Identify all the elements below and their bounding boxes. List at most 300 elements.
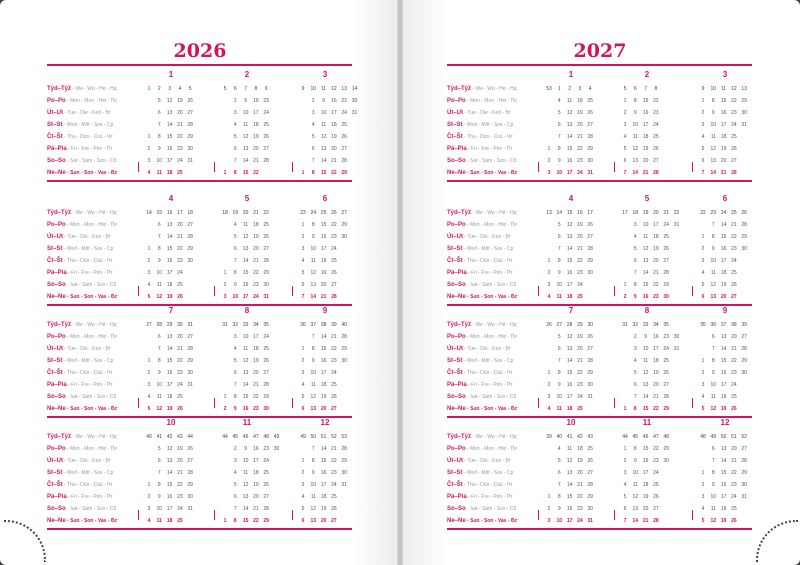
day-cell: 5: [157, 446, 161, 452]
day-cell: 8: [711, 98, 715, 104]
weekday-label: [447, 434, 517, 440]
day-cell: 4: [623, 482, 627, 488]
day-cell: 9: [557, 506, 561, 512]
weekday-label-translations: - Wed - Mitt - Sze - Ср: [462, 122, 514, 128]
week-number: 38: [320, 322, 327, 328]
day-cell: 25: [577, 294, 583, 300]
day-cell: 27: [263, 246, 269, 252]
day-cell: 16: [242, 406, 249, 412]
day-cell: 7: [623, 518, 627, 524]
day-cell: 30: [351, 98, 358, 104]
week-number: 7: [644, 86, 647, 92]
day-cell: 8: [557, 146, 561, 152]
week-number: 39: [741, 322, 747, 328]
day-cell: 21: [331, 334, 337, 340]
day-cell: 31: [587, 394, 593, 400]
day-cell: 22: [253, 170, 259, 176]
day-cell: 27: [331, 406, 337, 412]
month-separator: [138, 286, 139, 296]
day-cell: 17: [331, 110, 337, 116]
week-number: 43: [587, 434, 593, 440]
day-cell: 12: [642, 246, 649, 252]
day-cell: 4: [233, 122, 237, 128]
day-cell: 1: [623, 406, 627, 412]
day-cell: 4: [301, 258, 305, 264]
day-cell: 19: [642, 494, 649, 500]
day-cell: 25: [653, 134, 659, 140]
weekday-label-translations: - Thu - Don - Csü - Чт: [462, 258, 513, 264]
day-cell: 22: [253, 518, 259, 524]
day-cell: 6: [701, 294, 705, 300]
weekday-label-translations: - Mon - Mon - Hét - По: [465, 222, 518, 228]
week-number: 32: [632, 322, 639, 328]
weekday-label: [447, 234, 511, 240]
day-cell: 3: [701, 258, 705, 264]
day-cell: 17: [566, 170, 573, 176]
month-number: 1: [568, 70, 574, 79]
day-cell: 30: [741, 482, 747, 488]
day-cell: 24: [577, 518, 583, 524]
day-cell: 4: [147, 282, 151, 288]
week-number: 36: [710, 322, 717, 328]
week-number: 25: [320, 210, 327, 216]
day-cell: 1: [223, 518, 227, 524]
day-cell: 29: [263, 394, 269, 400]
day-cell: 12: [566, 110, 573, 116]
day-cell: 23: [177, 146, 183, 152]
week-number: 28: [566, 322, 573, 328]
weekday-label-main: Ne–Ne: [47, 518, 66, 524]
day-cell: 20: [653, 258, 659, 264]
day-cell: 16: [566, 158, 573, 164]
week-number: 37: [310, 322, 317, 328]
weekday-label-translations: - Tue - Die - Ked - Вт: [63, 234, 111, 240]
day-cell: 1: [547, 258, 551, 264]
day-cell: 6: [233, 494, 237, 500]
day-cell: 28: [341, 158, 347, 164]
day-cell: 15: [720, 98, 727, 104]
week-number: 42: [166, 434, 173, 440]
day-cell: 29: [341, 222, 347, 228]
day-cell: 21: [177, 122, 183, 128]
day-cell: 30: [741, 110, 747, 116]
day-cell: 31: [587, 518, 593, 524]
month-number: 6: [722, 194, 728, 203]
day-cell: 26: [331, 394, 337, 400]
day-cell: 24: [331, 370, 337, 376]
weekday-label: [447, 322, 517, 328]
day-cell: 17: [253, 110, 259, 116]
day-cell: 5: [701, 518, 705, 524]
day-cell: 11: [156, 282, 162, 288]
day-cell: 20: [177, 334, 183, 340]
day-cell: 3: [623, 470, 627, 476]
month-separator: [138, 162, 139, 172]
weekday-label-main: Út–Ut: [47, 458, 63, 464]
day-cell: 8: [557, 370, 561, 376]
day-cell: 3: [233, 334, 237, 340]
day-cell: 9: [157, 258, 161, 264]
day-cell: 18: [577, 446, 583, 452]
day-cell: 14: [566, 482, 573, 488]
day-cell: 18: [166, 282, 173, 288]
day-cell: 28: [587, 134, 593, 140]
day-cell: 27: [731, 158, 737, 164]
day-cell: 3: [311, 110, 315, 116]
week-number: 16: [577, 210, 583, 216]
week-number: 22: [263, 210, 269, 216]
day-cell: 13: [166, 334, 173, 340]
day-cell: 13: [632, 158, 639, 164]
day-cell: 14: [566, 358, 573, 364]
day-cell: 22: [577, 146, 583, 152]
weekday-label: [47, 210, 117, 216]
day-cell: 13: [242, 370, 249, 376]
day-cell: 4: [147, 170, 151, 176]
week-number: 24: [720, 210, 727, 216]
day-cell: 21: [253, 258, 259, 264]
weekday-label-main: Út–Ut: [447, 110, 463, 116]
day-cell: 10: [320, 110, 327, 116]
day-cell: 6: [711, 446, 715, 452]
week-number: 53: [546, 86, 552, 92]
day-cell: 4: [633, 234, 637, 240]
weekday-label-translations: - Mon - Mon - Hét - По: [465, 334, 518, 340]
day-cell: 31: [741, 494, 747, 500]
day-cell: 20: [731, 446, 737, 452]
week-number: 1: [557, 86, 561, 92]
day-cell: 10: [556, 518, 563, 524]
week-number: 47: [253, 434, 259, 440]
day-cell: 15: [642, 446, 649, 452]
day-cell: 16: [166, 494, 173, 500]
week-number: 40: [341, 322, 347, 328]
day-cell: 29: [187, 482, 193, 488]
day-cell: 8: [557, 494, 561, 500]
day-cell: 18: [166, 518, 173, 524]
day-cell: 7: [557, 246, 561, 252]
week-number: 9: [264, 86, 268, 92]
week-number: 10: [710, 86, 717, 92]
day-cell: 29: [187, 246, 193, 252]
day-cell: 22: [731, 234, 737, 240]
day-cell: 11: [710, 506, 716, 512]
month-separator: [692, 286, 693, 296]
weekday-label-main: Pá–Pia: [47, 494, 67, 500]
week-number: 44: [222, 434, 228, 440]
day-cell: 30: [341, 470, 347, 476]
day-cell: 5: [147, 294, 151, 300]
week-number: 18: [632, 210, 639, 216]
day-cell: 29: [741, 234, 747, 240]
day-cell: 21: [177, 346, 183, 352]
weekday-label-main: Čt–Št: [447, 370, 463, 376]
day-cell: 12: [566, 458, 573, 464]
day-cell: 30: [741, 370, 747, 376]
day-cell: 17: [653, 222, 659, 228]
day-cell: 26: [331, 270, 337, 276]
day-cell: 27: [653, 158, 659, 164]
day-cell: 7: [233, 382, 237, 388]
weekday-label-main: Ne–Ne: [47, 170, 66, 176]
day-cell: 16: [642, 294, 649, 300]
weekday-label: [447, 370, 513, 376]
weekday-label: [47, 506, 116, 512]
day-cell: 5: [633, 246, 637, 252]
day-cell: 18: [653, 358, 659, 364]
weekday-label: [447, 210, 517, 216]
weekday-label-translations: - Fri - Fre - Pén - Пт: [466, 146, 513, 152]
day-cell: 8: [311, 222, 315, 228]
day-cell: 19: [320, 506, 327, 512]
day-cell: 28: [653, 170, 659, 176]
day-cell: 12: [242, 358, 249, 364]
month-separator: [292, 398, 293, 408]
day-cell: 24: [731, 382, 737, 388]
week-number: 52: [741, 434, 747, 440]
weekday-label-main: Po–Po: [47, 446, 66, 452]
week-number: 46: [242, 434, 249, 440]
day-cell: 17: [642, 122, 649, 128]
weekday-label-main: Pá–Pia: [47, 146, 67, 152]
day-cell: 13: [566, 470, 573, 476]
day-cell: 26: [587, 110, 593, 116]
day-cell: 28: [741, 458, 747, 464]
day-cell: 11: [710, 394, 716, 400]
weekday-label: [47, 458, 111, 464]
month-number: 8: [644, 306, 650, 315]
week-number: 50: [310, 434, 317, 440]
week-number: 11: [320, 86, 327, 92]
weekday-label-main: So–So: [47, 394, 66, 400]
week-number: 34: [653, 322, 659, 328]
day-cell: 26: [653, 146, 659, 152]
day-cell: 12: [310, 270, 317, 276]
month-separator: [138, 398, 139, 408]
day-cell: 17: [253, 334, 259, 340]
day-cell: 24: [731, 258, 737, 264]
day-cell: 24: [653, 470, 659, 476]
week-number: 19: [642, 210, 649, 216]
weekday-label-translations: - Sat - Sam - Szo - Сб: [65, 506, 117, 512]
day-cell: 11: [310, 382, 316, 388]
day-cell: 28: [731, 170, 737, 176]
day-cell: 19: [642, 146, 649, 152]
day-cell: 9: [644, 334, 647, 340]
weekday-label-main: Út–Ut: [47, 110, 63, 116]
day-cell: 29: [587, 370, 593, 376]
day-cell: 7: [557, 482, 561, 488]
day-cell: 5: [233, 234, 237, 240]
day-cell: 13: [632, 506, 639, 512]
weekday-label-main: So–So: [47, 506, 66, 512]
weekday-label-main: Po–Po: [447, 98, 466, 104]
day-cell: 17: [166, 506, 173, 512]
week-number: 45: [632, 434, 639, 440]
weekday-label-translations: - Sat - Sam - Szo - Сб: [465, 506, 517, 512]
day-cell: 8: [233, 170, 237, 176]
day-cell: 21: [320, 294, 327, 300]
day-cell: 5: [701, 146, 705, 152]
weekday-label: [447, 346, 511, 352]
day-cell: 29: [663, 446, 669, 452]
day-cell: 21: [253, 158, 259, 164]
weekday-label-translations: - Tue - Die - Ked - Вт: [463, 234, 511, 240]
week-number: 42: [577, 434, 583, 440]
day-cell: 14: [320, 334, 327, 340]
day-cell: 12: [156, 406, 163, 412]
day-cell: 10: [242, 110, 249, 116]
day-cell: 4: [633, 358, 637, 364]
month-number: 11: [242, 418, 252, 427]
day-cell: 25: [331, 382, 337, 388]
day-cell: 20: [577, 234, 583, 240]
month-number: 5: [644, 194, 650, 203]
day-cell: 30: [587, 270, 593, 276]
day-cell: 22: [177, 246, 183, 252]
day-cell: 11: [566, 98, 573, 104]
day-cell: 27: [587, 470, 593, 476]
weekday-label-main: Po–Po: [447, 222, 466, 228]
day-cell: 29: [187, 358, 193, 364]
day-cell: 30: [587, 506, 593, 512]
day-cell: 18: [320, 258, 327, 264]
day-cell: 31: [673, 222, 680, 228]
day-cell: 15: [642, 98, 649, 104]
month-number: 2: [244, 70, 250, 79]
day-cell: 18: [331, 122, 337, 128]
weekday-label: [47, 370, 113, 376]
week-number: 13: [341, 86, 347, 92]
day-cell: 16: [720, 370, 727, 376]
day-cell: 28: [331, 294, 337, 300]
right-page: [400, 0, 800, 565]
day-cell: 29: [741, 470, 747, 476]
weekday-label-translations: - Tue - Die - Ked - Вт: [463, 346, 511, 352]
day-cell: 28: [187, 234, 193, 240]
day-cell: 20: [320, 406, 327, 412]
week-number: 29: [166, 322, 173, 328]
week-number: 35: [663, 322, 669, 328]
day-cell: 28: [263, 382, 269, 388]
weekday-label: [47, 394, 116, 400]
weekday-label-main: So–So: [447, 506, 466, 512]
day-cell: 16: [320, 234, 327, 240]
day-cell: 24: [663, 222, 669, 228]
day-cell: 3: [547, 394, 551, 400]
day-cell: 5: [157, 98, 161, 104]
day-cell: 30: [263, 282, 269, 288]
day-cell: 9: [711, 482, 715, 488]
weekday-label-translations: - We - Wo - Hé - Нд: [471, 86, 517, 92]
day-cell: 23: [331, 470, 337, 476]
day-cell: 31: [673, 346, 680, 352]
day-cell: 5: [233, 482, 237, 488]
day-cell: 11: [642, 358, 649, 364]
week-number: 17: [622, 210, 628, 216]
day-cell: 24: [263, 110, 269, 116]
week-number: 5: [623, 86, 627, 92]
week-number: 14: [146, 210, 152, 216]
day-cell: 7: [557, 358, 561, 364]
day-cell: 6: [301, 406, 305, 412]
day-cell: 13: [166, 110, 173, 116]
day-cell: 27: [331, 518, 337, 524]
weekday-label-translations: - Mon - Mon - Hét - По: [65, 446, 118, 452]
day-cell: 3: [623, 122, 627, 128]
day-cell: 5: [301, 394, 305, 400]
day-cell: 11: [710, 270, 716, 276]
day-cell: 15: [320, 346, 327, 352]
weekday-label-translations: - Thu - Don - Csü - Чт: [462, 370, 513, 376]
day-cell: 26: [653, 494, 659, 500]
weekday-label-main: St–St: [47, 122, 63, 128]
weekday-label: [47, 382, 113, 388]
day-cell: 1: [701, 234, 705, 240]
day-cell: 1: [701, 98, 705, 104]
day-cell: 20: [253, 370, 259, 376]
day-cell: 13: [566, 122, 573, 128]
day-cell: 30: [663, 294, 669, 300]
month-separator: [214, 510, 215, 520]
day-cell: 14: [242, 158, 249, 164]
day-cell: 1: [301, 458, 305, 464]
day-cell: 20: [320, 282, 327, 288]
week-number: 51: [320, 434, 327, 440]
week-number: 9: [301, 86, 305, 92]
weekday-label: [47, 470, 113, 476]
day-cell: 14: [242, 258, 249, 264]
weekday-label-translations: - Sat - Sam - Szo - Сб: [465, 394, 517, 400]
week-number: 3: [168, 86, 171, 92]
day-cell: 8: [711, 234, 715, 240]
month-separator: [214, 398, 215, 408]
week-number: 38: [731, 322, 737, 328]
day-cell: 22: [731, 358, 737, 364]
day-cell: 1: [147, 246, 151, 252]
weekday-label: [447, 134, 513, 140]
day-cell: 7: [233, 258, 237, 264]
day-cell: 8: [233, 518, 237, 524]
day-cell: 23: [263, 446, 269, 452]
day-cell: 15: [166, 134, 173, 140]
day-cell: 30: [341, 358, 347, 364]
day-cell: 10: [310, 370, 317, 376]
month-number: 7: [168, 306, 174, 315]
day-cell: 1: [547, 146, 551, 152]
day-cell: 31: [187, 506, 193, 512]
day-cell: 29: [663, 406, 669, 412]
day-cell: 3: [301, 246, 305, 252]
day-cell: 28: [187, 122, 193, 128]
day-cell: 11: [242, 222, 249, 228]
day-cell: 24: [577, 170, 583, 176]
week-number: 9: [701, 86, 705, 92]
weekday-label-main: Čt–Št: [447, 482, 463, 488]
week-number: 6: [633, 86, 637, 92]
month-number: 3: [322, 70, 328, 79]
day-cell: 7: [311, 334, 315, 340]
day-cell: 20: [642, 158, 649, 164]
day-cell: 22: [177, 134, 183, 140]
day-cell: 5: [233, 134, 237, 140]
day-cell: 10: [242, 458, 249, 464]
week-number: 47: [653, 434, 659, 440]
day-cell: 3: [233, 110, 237, 116]
day-cell: 13: [720, 446, 727, 452]
day-cell: 22: [331, 170, 337, 176]
day-cell: 14: [166, 346, 173, 352]
